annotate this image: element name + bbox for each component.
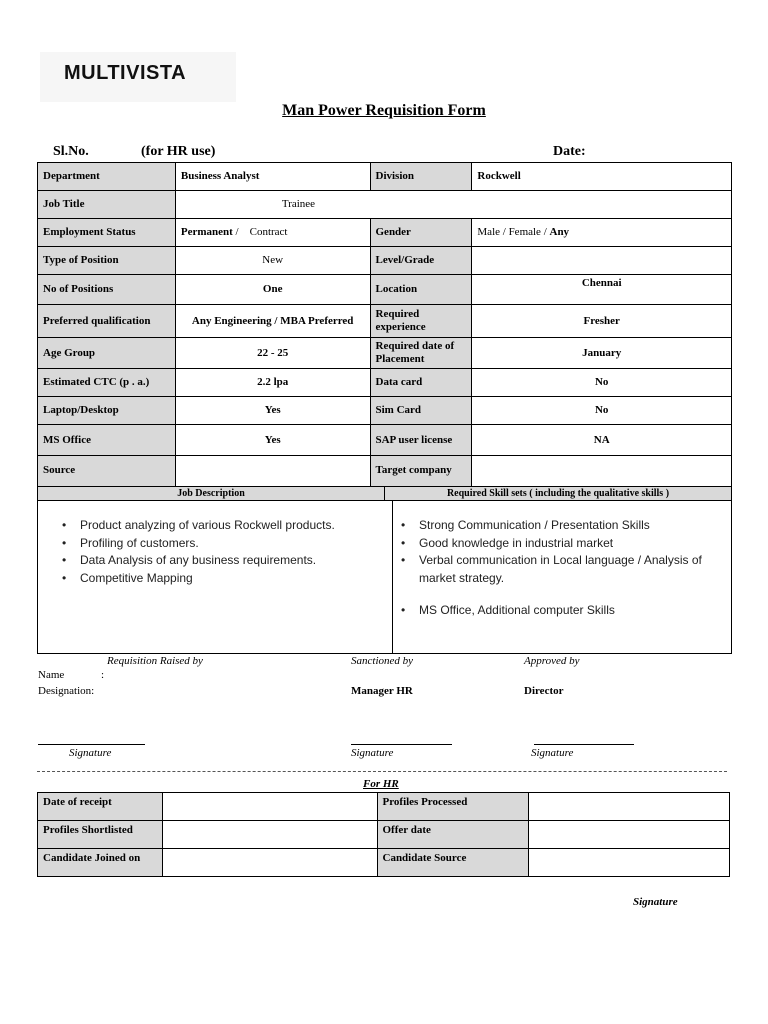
list-item: • MS Office, Additional computer Skills [397,602,721,620]
required-skills-heading: Required Skill sets ( including the qualitative skills ) [446,488,670,499]
value-employment-status: Permanent / Contract [175,219,370,247]
table-row [38,163,732,191]
list-item: • Data Analysis of any business requirements. [58,552,382,570]
name-colon: : [101,669,105,681]
label-age-group: Age Group [38,338,176,369]
value-department: Business Analyst [175,163,370,191]
table-row [38,397,732,425]
value-age-group: 22 - 25 [175,338,370,369]
table-row [38,338,732,369]
label-source: Source [38,456,176,487]
value-location: Chennai [472,275,732,305]
table-row [38,821,730,849]
list-item: • Product analyzing of various Rockwell products. [58,517,382,535]
signature-label: Signature [69,747,112,759]
list-item: • Good knowledge in industrial market [397,535,721,553]
for-hr-table [37,792,730,877]
value-candidate-joined-on [162,849,377,877]
logo-text: MULTIVISTA [64,62,187,84]
value-date-of-receipt [162,793,377,821]
value-estimated-ctc: 2.2 lpa [175,369,370,397]
value-division: Rockwell [472,163,732,191]
date-label: Date: [553,144,586,159]
value-target-company [472,456,732,487]
label-location: Location [370,275,472,305]
list-item: • Strong Communication / Presentation Skills [397,517,721,535]
table-row [38,849,730,877]
slno-label: Sl.No. [53,144,89,159]
label-profiles-processed: Profiles Processed [377,793,529,821]
value-type-of-position: New [175,247,370,275]
value-required-experience: Fresher [472,305,732,338]
label-profiles-shortlisted: Profiles Shortlisted [38,821,163,849]
label-candidate-joined-on: Candidate Joined on [38,849,163,877]
table-row [38,425,732,456]
value-profiles-processed [529,793,730,821]
label-gender: Gender [370,219,472,247]
signature-label: Signature [531,747,574,759]
company-logo [40,52,236,102]
value-profiles-shortlisted [162,821,377,849]
sanctioned-by-label: Sanctioned by [351,655,414,667]
label-job-title: Job Title [38,191,176,219]
signature-line [38,744,145,745]
sanctioned-designation: Manager HR [351,685,413,697]
final-signature-label: Signature [633,896,678,908]
requisition-table [37,162,732,488]
table-row [38,305,732,338]
label-estimated-ctc: Estimated CTC (p . a.) [38,369,176,397]
label-no-of-positions: No of Positions [38,275,176,305]
label-offer-date: Offer date [377,821,529,849]
label-date-of-receipt: Date of receipt [38,793,163,821]
job-description-header [37,486,732,501]
list-item: • Profiling of customers. [58,535,382,553]
label-type-of-position: Type of Position [38,247,176,275]
requisition-raised-by-label: Requisition Raised by [107,655,203,667]
table-row [38,369,732,397]
label-data-card: Data card [370,369,472,397]
table-row [38,191,732,219]
value-candidate-source [529,849,730,877]
form-title: Man Power Requisition Form [282,102,486,119]
signature-label: Signature [351,747,394,759]
table-row [38,275,732,305]
dashed-divider [37,771,727,772]
for-hr-heading: For HR [363,778,399,790]
table-row [38,456,732,487]
hr-use-label: (for HR use) [141,144,216,159]
value-sap-user-license: NA [472,425,732,456]
signature-line [351,744,452,745]
label-candidate-source: Candidate Source [377,849,529,877]
value-job-title: Trainee [175,191,731,219]
value-laptop-desktop: Yes [175,397,370,425]
job-description-body [37,501,732,654]
value-preferred-qualification: Any Engineering / MBA Preferred [175,305,370,338]
value-no-of-positions: One [175,275,370,305]
label-employment-status: Employment Status [38,219,176,247]
table-row [38,219,732,247]
approved-by-label: Approved by [524,655,580,667]
label-sim-card: Sim Card [370,397,472,425]
table-row [38,793,730,821]
signature-line [534,744,634,745]
approved-designation: Director [524,685,564,697]
designation-label: Designation: [38,685,95,697]
value-required-date-of-placement: January [472,338,732,369]
job-description-column [38,501,393,653]
value-data-card: No [472,369,732,397]
list-item: • Competitive Mapping [58,570,382,588]
label-required-experience: Required experience [370,305,472,338]
label-required-date-of-placement: Required date of Placement [370,338,472,369]
job-description-heading: Job Description [38,487,385,500]
label-sap-user-license: SAP user license [370,425,472,456]
value-sim-card: No [472,397,732,425]
label-department: Department [38,163,176,191]
value-offer-date [529,821,730,849]
list-item: • Verbal communication in Local language / Analysis of market strategy. [397,552,721,587]
name-label: Name [38,669,65,681]
value-source [175,456,370,487]
label-level-grade: Level/Grade [370,247,472,275]
label-preferred-qualification: Preferred qualification [38,305,176,338]
label-target-company: Target company [370,456,472,487]
label-division: Division [370,163,472,191]
required-skills-column [393,501,731,653]
label-ms-office: MS Office [38,425,176,456]
label-laptop-desktop: Laptop/Desktop [38,397,176,425]
table-row [38,247,732,275]
value-ms-office: Yes [175,425,370,456]
value-gender: Male / Female / Any [472,219,732,247]
value-level-grade [472,247,732,275]
